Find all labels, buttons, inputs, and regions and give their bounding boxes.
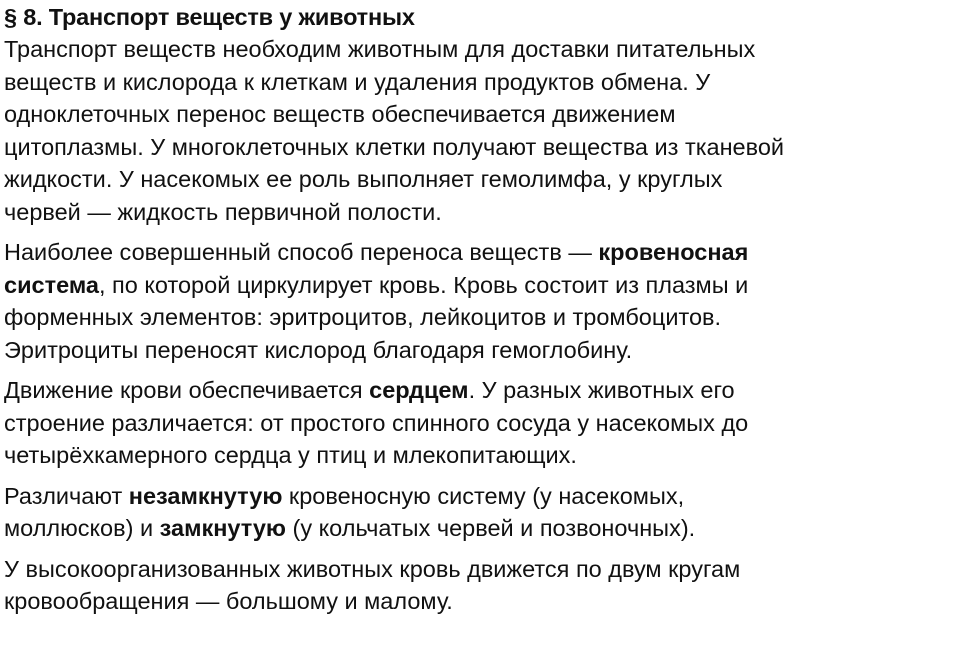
text-segment: кровеносную систему (у насекомых, [282, 482, 685, 509]
text-segment: жидкости. У насекомых ее роль выполняет гемолимфа, у круглых [4, 166, 723, 192]
text-line [4, 163, 965, 196]
text-segment: одноклеточных перенос веществ обеспечивается движением [4, 101, 676, 127]
text-segment: Наиболее совершенный способ переноса веществ — [4, 239, 599, 265]
paragraph [4, 480, 965, 545]
text-segment: строение различается: от простого спинного сосуда у насекомых до [4, 409, 749, 436]
text-segment: Эритроциты переносят кислород благодаря гемоглобину. [4, 336, 633, 363]
paragraph [4, 553, 965, 618]
text-segment: четырёхкамерного сердца у птиц и млекопитающих. [4, 442, 577, 468]
text-segment: (у кольчатых червей и позвоночных). [286, 515, 696, 541]
text-line [4, 236, 965, 269]
text-line [4, 196, 965, 229]
text-segment: Различают [4, 482, 129, 509]
key-term: незамкнутую [128, 482, 283, 509]
key-term: кровеносная [598, 239, 749, 265]
text-line [4, 98, 965, 131]
paragraph [4, 236, 965, 366]
text-line [4, 439, 965, 472]
text-segment: моллюсков) и [4, 515, 160, 541]
key-term: замкнутую [159, 515, 286, 541]
paragraph [4, 374, 965, 472]
text-segment: кровообращения — большому и малому. [4, 588, 453, 614]
text-line [4, 301, 965, 334]
text-line [4, 407, 965, 440]
text-line [4, 553, 965, 586]
text-segment: Движение крови обеспечивается [4, 377, 370, 403]
section-title: § 8. Транспорт веществ у животных [4, 4, 415, 30]
text-line [4, 131, 965, 164]
key-term: сердцем [369, 377, 469, 403]
document-page [4, 0, 965, 618]
text-segment: , по которой циркулирует кровь. Кровь состоит из плазмы и [99, 271, 749, 298]
text-line [4, 512, 965, 545]
text-line [4, 334, 965, 367]
text-line [4, 66, 965, 99]
document-body [4, 33, 965, 618]
text-line [4, 33, 965, 66]
key-term: система [4, 271, 99, 298]
text-segment: У высокоорганизованных животных кровь движется по двум кругам [4, 555, 741, 582]
text-line [4, 269, 965, 302]
text-line [4, 585, 965, 618]
text-segment: веществ и кислорода к клеткам и удаления продуктов обмена. У [4, 68, 711, 95]
text-segment: форменных элементов: эритроцитов, лейкоцитов и тромбоцитов. [4, 304, 722, 330]
text-segment: цитоплазмы. У многоклеточных клетки получают вещества из тканевой [4, 133, 785, 160]
paragraph [4, 33, 965, 228]
text-segment: червей — жидкость первичной полости. [4, 198, 442, 225]
text-segment: Транспорт веществ необходим животным для доставки питательных [4, 36, 756, 62]
text-line [4, 374, 965, 407]
text-segment: . У разных животных его [468, 377, 735, 403]
text-line [4, 480, 965, 513]
